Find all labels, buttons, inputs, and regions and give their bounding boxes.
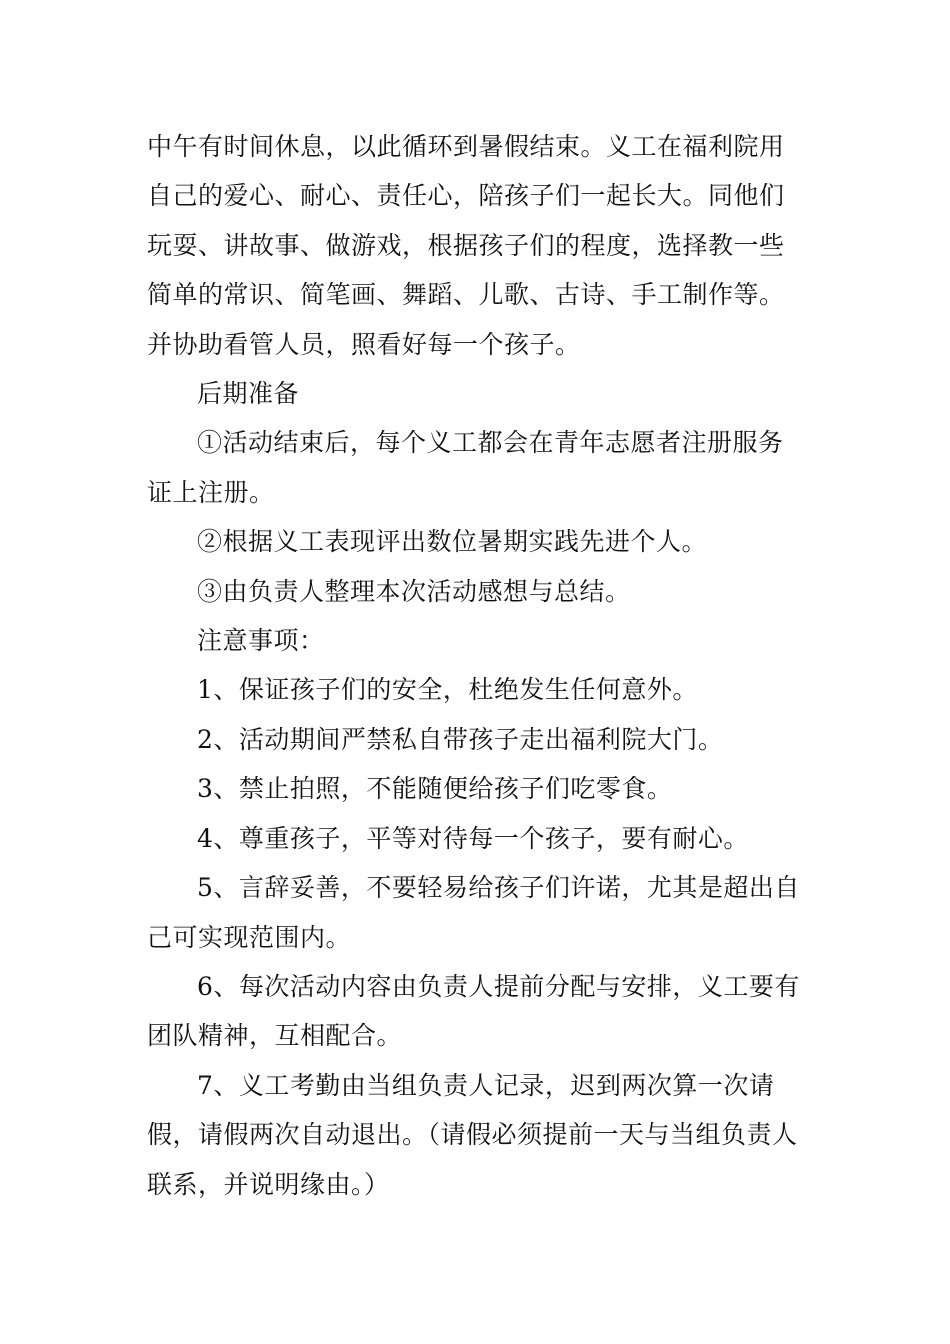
section-heading-later-preparation: 后期准备 xyxy=(197,379,300,409)
document-body xyxy=(147,122,807,1209)
list-item-note-4: 4、尊重孩子，平等对待每一个孩子，要有耐心。 xyxy=(197,823,749,853)
list-item-note-3: 3、禁止拍照，不能随便给孩子们吃零食。 xyxy=(197,774,673,804)
list-item-note-1: 1、保证孩子们的安全，杜绝发生任何意外。 xyxy=(197,675,698,705)
list-item-note-2: 2、活动期间严禁私自带孩子走出福利院大门。 xyxy=(197,724,724,754)
section-heading-notes: 注意事项： xyxy=(197,626,325,656)
list-item-prep-2: ②根据义工表现评出数位暑期实践先进个人。 xyxy=(197,527,708,557)
list-item-note-5: 5、言辞妥善，不要轻易给孩子们许诺，尤其是超出自己可实现范围内。 xyxy=(147,873,800,952)
list-item-prep-3: ③由负责人整理本次活动感想与总结。 xyxy=(197,576,631,606)
list-item-note-6: 6、每次活动内容由负责人提前分配与安排，义工要有团队精神，互相配合。 xyxy=(147,971,800,1051)
list-item-prep-1: ①活动结束后，每个义工都会在青年志愿者注册服务证上注册。 xyxy=(147,428,784,507)
paragraph-continuation: 中午有时间休息，以此循环到暑假结束。义工在福利院用自己的爱心、耐心、责任心，陪孩子们一起长大。同他们玩耍、讲故事、做游戏，根据孩子们的程度，选择教一些简单的常识、简笔画、舞蹈、儿歌、古诗、手工制作等。并协助看管人员，照看好每一个孩子。 xyxy=(147,132,785,359)
list-item-note-7: 7、义工考勤由当组负责人记录，迟到两次算一次请假，请假两次自动退出。（请假必须提前一天与当组负责人联系，并说明缘由。） xyxy=(147,1070,798,1199)
